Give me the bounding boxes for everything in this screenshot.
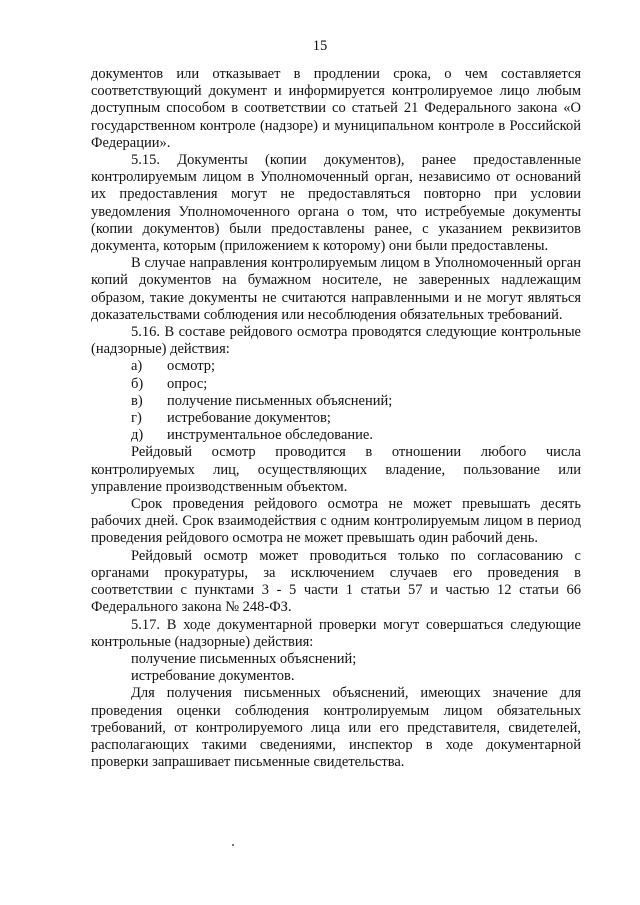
list-item [91, 410, 581, 427]
list-item-text: истребование документов; [167, 410, 331, 427]
paragraph-raid-scope: Рейдовый осмотр проводится в отношении любого числа контролируемых лиц, осуществляющих владение, пользование или управление производственным объектом. [91, 444, 581, 495]
list-marker: г) [131, 410, 142, 427]
paragraph-written-explanations: Для получения письменных объяснений, имеющих значение для проведения оценки соблюдения контролируемым лицом обязательных требований, от контролируемого лица или его представителя, свидетелей, располагающих такими сведениями, инспектор в ходе документарной проверки запрашивает письменные свидетельства. [91, 685, 581, 771]
raid-actions-list [91, 358, 581, 444]
paragraph-5-17: 5.17. В ходе документарной проверки могут совершаться следующие контрольные (надзорные) действия: [91, 616, 581, 650]
list-item-text: осмотр; [167, 358, 216, 375]
paragraph-raid-approval: Рейдовый осмотр может проводиться только по согласованию с органами прокуратуры, за исключением случаев его проведения в соответствии с пунктами 3 - 5 части 1 статьи 57 и частью 12 статьи 66 Федерального закона № 248-ФЗ. [91, 547, 581, 616]
list-marker: б) [131, 375, 144, 392]
list-item [91, 376, 581, 393]
document-body [91, 66, 581, 771]
paragraph-paper-copies: В случае направления контролируемым лицом в Уполномоченный орган копий документов на бумажном носителе, не заверенных надлежащим образом, такие документы не считаются направленными и не могут являться доказательствами соблюдения или несоблюдения обязательных требований. [91, 255, 581, 323]
list-item [91, 427, 581, 444]
list-marker: д) [131, 427, 144, 444]
documentary-action-1: получение письменных объяснений; [131, 650, 357, 667]
documentary-action-2: истребование документов. [131, 668, 295, 685]
list-item [91, 393, 581, 410]
scan-speck [232, 844, 234, 846]
list-marker: а) [131, 358, 143, 375]
paragraph-5-16: 5.16. В составе рейдового осмотра проводятся следующие контрольные (надзорные) действия: [91, 324, 581, 358]
paragraph-continuation: документов или отказывает в продлении срока, о чем составляется соответствующий документ и информируется контролируемое лицо любым доступным способом в соответствии со статьей 21 Федерального закона «О государственном контроле (надзоре) и муниципальном контроле в Российской Федерации». [91, 66, 581, 151]
paragraph-raid-duration: Срок проведения рейдового осмотра не может превышать десять рабочих дней. Срок взаимодействия с одним контролируемым лицом в период проведения рейдового осмотра не может превышать один рабочий день. [91, 496, 581, 547]
list-item-text: инструментальное обследование. [167, 427, 373, 444]
list-item-text: получение письменных объяснений; [167, 392, 393, 409]
list-item [91, 358, 581, 375]
page-number: 15 [312, 38, 328, 54]
list-marker: в) [131, 392, 143, 409]
list-item-text: опрос; [167, 375, 208, 392]
paragraph-5-15: 5.15. Документы (копии документов), ранее предоставленные контролируемым лицом в Уполномоченный орган, независимо от оснований их предоставления могут не предоставляться повторно при условии уведомления Уполномоченного органа о том, что истребуемые документы (копии документов) были предоставлены ранее, с указанием реквизитов документа, которым (приложением к которому) они были предоставлены. [91, 152, 581, 255]
